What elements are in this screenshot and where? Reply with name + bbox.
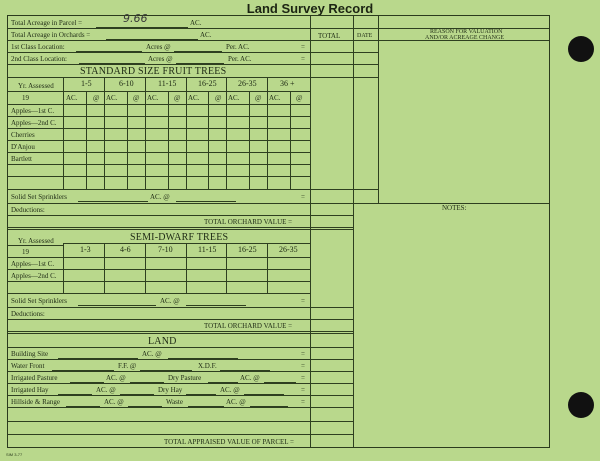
- standard-ac-1: AC.: [66, 94, 78, 102]
- irrigated-hay-ac: AC. @: [96, 386, 116, 394]
- hillside-range-ac: AC. @: [104, 398, 124, 406]
- standard-sprinklers-label: Solid Set Sprinklers: [11, 193, 68, 201]
- survey-form: [7, 12, 550, 448]
- semi-sprinklers-label: Solid Set Sprinklers: [11, 297, 68, 305]
- second-class-per-ac: Per. AC.: [228, 55, 252, 63]
- std-grid-v2: [104, 77, 105, 189]
- binder-hole-bottom: [568, 392, 594, 418]
- std-grid-a3: [168, 91, 169, 189]
- std-grid-a2: [127, 91, 128, 189]
- rule-13: [8, 176, 310, 177]
- standard-at-5: @: [255, 94, 262, 102]
- hillside-range-label: Hillside & Range: [11, 398, 60, 406]
- std-grid-a5: [249, 91, 250, 189]
- standard-at-1: @: [93, 94, 100, 102]
- std-grid-v4: [186, 77, 187, 189]
- std-grid-v3: [145, 77, 146, 189]
- standard-ac-2: AC.: [106, 94, 118, 102]
- rule-7: [8, 104, 310, 105]
- rule-19: [8, 257, 310, 258]
- irrigated-hay-label: Irrigated Hay: [11, 386, 49, 394]
- standard-sprinklers-ac: AC. @: [150, 193, 170, 201]
- rule-20: [8, 269, 310, 270]
- rule-28: [8, 371, 353, 372]
- semi-row-apples-2nd: Apples—2nd C.: [11, 272, 57, 280]
- standard-row-apples-1st: Apples—1st C.: [11, 107, 55, 115]
- rule-8: [8, 116, 310, 117]
- water-front-xdf: X.D.F.: [198, 362, 217, 370]
- irrigated-pasture-label: Irrigated Pasture: [11, 374, 58, 382]
- first-class-label: 1st Class Location:: [11, 43, 65, 51]
- divider-date-left: [353, 16, 354, 203]
- water-front-equals: =: [301, 362, 305, 370]
- std-grid-v1: [63, 77, 64, 189]
- divider-reason-left: [378, 16, 379, 203]
- std-grid-a6: [290, 91, 291, 189]
- total-acreage-orchards-label: Total Acreage in Orchards =: [11, 31, 91, 39]
- semi-age-2: 4-6: [120, 245, 131, 254]
- date-column-header: DATE: [357, 33, 373, 39]
- irrigated-hay-equals: =: [301, 386, 305, 394]
- standard-trees-heading: STANDARD SIZE FRUIT TREES: [80, 66, 227, 77]
- notes-label: NOTES:: [442, 204, 467, 212]
- divider-notes-left: [353, 203, 354, 447]
- standard-at-6: @: [296, 94, 303, 102]
- rule-15: [8, 203, 549, 204]
- water-front-label: Water Front: [11, 362, 45, 370]
- semi-sprinklers-ac: AC. @: [160, 297, 180, 305]
- semi-age-1: 1-3: [80, 245, 91, 254]
- standard-ac-3: AC.: [147, 94, 159, 102]
- standard-age-2: 6-10: [119, 79, 134, 88]
- semi-grid-v3: [145, 243, 146, 293]
- total-acreage-parcel-value[interactable]: 9.66: [123, 12, 148, 25]
- waste-label: Waste: [166, 398, 183, 406]
- standard-row-danjou: D'Anjou: [11, 143, 35, 151]
- standard-at-3: @: [174, 94, 181, 102]
- dry-pasture-label: Dry Pasture: [168, 374, 202, 382]
- rule-17: [8, 227, 353, 228]
- ac-label-1: AC.: [190, 19, 202, 27]
- std-grid-v5: [226, 77, 227, 189]
- semi-year-prefix: 19: [22, 248, 29, 256]
- rule-17b: [8, 229, 353, 230]
- semi-age-4: 11-15: [198, 245, 217, 254]
- standard-year-prefix: 19: [22, 94, 29, 102]
- rule-25b: [8, 333, 353, 334]
- ac-label-2: AC.: [200, 31, 212, 39]
- semi-grid-v5: [226, 243, 227, 293]
- irrigated-pasture-equals: =: [301, 374, 305, 382]
- irrigated-pasture-ac: AC. @: [106, 374, 126, 382]
- rule-25: [8, 331, 353, 332]
- rule-16: [8, 215, 353, 216]
- semi-sprinklers-equals: =: [301, 297, 305, 305]
- land-heading: LAND: [148, 336, 177, 347]
- rule-24: [8, 319, 353, 320]
- standard-row-cherries: Cherries: [11, 131, 35, 139]
- semi-grid-v1: [63, 243, 64, 293]
- standard-at-4: @: [215, 94, 222, 102]
- form-number: SIM 3-77: [6, 452, 23, 457]
- semi-sprinklers-line: [78, 305, 156, 306]
- semi-age-6: 26-35: [279, 245, 298, 254]
- building-site-equals: =: [301, 350, 305, 358]
- semi-grid-v4: [186, 243, 187, 293]
- semi-deductions-label: Deductions:: [11, 310, 45, 318]
- building-site-ac: AC. @: [142, 350, 162, 358]
- dry-hay-label: Dry Hay: [158, 386, 183, 394]
- reason-header-line2: AND/OR ACREAGE CHANGE: [425, 35, 505, 41]
- second-class-equals: =: [301, 55, 305, 63]
- semi-age-5: 16-25: [238, 245, 257, 254]
- std-grid-v6: [267, 77, 268, 189]
- semi-sprinklers-ac-line: [186, 305, 246, 306]
- rule-22: [8, 293, 310, 294]
- rule-33: [8, 434, 353, 435]
- standard-age-4: 16-25: [198, 79, 217, 88]
- building-site-label: Building Site: [11, 350, 49, 358]
- rule-12: [8, 164, 310, 165]
- standard-sprinklers-equals: =: [301, 193, 305, 201]
- semi-total-value: TOTAL ORCHARD VALUE =: [204, 322, 293, 330]
- rule-3: [8, 52, 378, 53]
- standard-age-5: 26-35: [238, 79, 257, 88]
- second-class-acres: Acres @: [148, 55, 173, 63]
- dry-hay-ac: AC. @: [220, 386, 240, 394]
- first-class-acres: Acres @: [146, 43, 171, 51]
- total-acreage-parcel-label: Total Acreage in Parcel =: [11, 19, 83, 27]
- standard-age-1: 1-5: [81, 79, 92, 88]
- standard-deductions-label: Deductions:: [11, 206, 45, 214]
- standard-yr-assessed: Yr. Assessed: [18, 82, 54, 90]
- hillside-range-equals: =: [301, 398, 305, 406]
- standard-total-value: TOTAL ORCHARD VALUE =: [204, 218, 293, 226]
- standard-age-3: 11-15: [158, 79, 177, 88]
- rule-9: [8, 128, 310, 129]
- reason-header-line1: REASON FOR VALUATION: [430, 29, 503, 35]
- semi-trees-heading: SEMI-DWARF TREES: [130, 232, 229, 243]
- rule-10: [8, 140, 310, 141]
- std-grid-a1: [86, 91, 87, 189]
- rule-29: [8, 383, 353, 384]
- water-front-ff: F.F. @: [118, 362, 137, 370]
- standard-row-apples-2nd: Apples—2nd C.: [11, 119, 57, 127]
- card-title: Land Survey Record: [246, 1, 374, 16]
- rule-14: [8, 189, 378, 190]
- rule-31: [8, 407, 353, 408]
- rule-30: [8, 395, 353, 396]
- rule-27: [8, 359, 353, 360]
- standard-ac-4: AC.: [188, 94, 200, 102]
- standard-row-bartlett: Bartlett: [11, 155, 32, 163]
- rule-21: [8, 281, 310, 282]
- std-sprinklers-line: [78, 201, 148, 202]
- std-grid-a4: [208, 91, 209, 189]
- rule-2: [8, 40, 549, 41]
- standard-ac-6: AC.: [269, 94, 281, 102]
- semi-grid-v2: [104, 243, 105, 293]
- rule-6: [8, 91, 310, 92]
- semi-grid-v6: [267, 243, 268, 293]
- rule-32: [8, 421, 353, 422]
- dry-pasture-ac: AC. @: [240, 374, 260, 382]
- first-class-equals: =: [301, 43, 305, 51]
- standard-at-2: @: [133, 94, 140, 102]
- second-class-label: 2nd Class Location:: [11, 55, 67, 63]
- binder-hole-top: [568, 36, 594, 62]
- semi-age-3: 7-10: [158, 245, 173, 254]
- standard-age-6: 36 +: [280, 79, 295, 88]
- std-sprinklers-ac-line: [176, 201, 236, 202]
- total-column-header: TOTAL: [318, 32, 341, 40]
- rule-26: [8, 347, 353, 348]
- rule-18b: [8, 245, 63, 246]
- total-appraised-label: TOTAL APPRAISED VALUE OF PARCEL =: [164, 438, 294, 446]
- rule-4: [8, 64, 378, 65]
- waste-ac: AC. @: [226, 398, 246, 406]
- standard-ac-5: AC.: [228, 94, 240, 102]
- rule-11: [8, 152, 310, 153]
- semi-row-apples-1st: Apples—1st C.: [11, 260, 55, 268]
- semi-yr-assessed: Yr. Assessed: [18, 237, 54, 245]
- rule-23: [8, 307, 353, 308]
- first-class-per-ac: Per. AC.: [226, 43, 250, 51]
